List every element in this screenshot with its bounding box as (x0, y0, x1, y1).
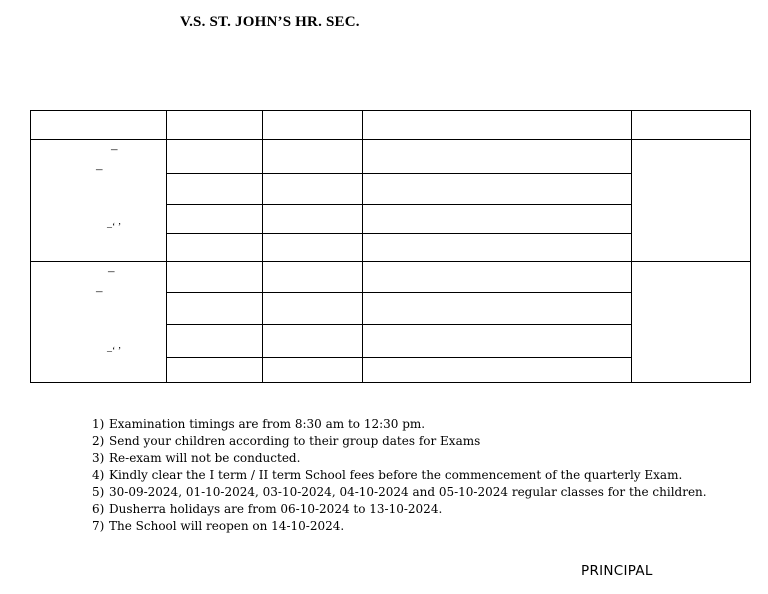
instruction-item (92, 433, 742, 450)
col-divider (262, 111, 263, 382)
group-mark-dash: – (108, 263, 115, 278)
instruction-item (92, 450, 742, 467)
instruction-item (92, 501, 742, 518)
row-divider (166, 324, 632, 325)
col-divider (362, 111, 363, 382)
instruction-item (92, 416, 742, 433)
instruction-number: 4) (92, 468, 105, 482)
col-divider (631, 111, 632, 382)
principal-signature-label: PRINCIPAL (581, 563, 653, 579)
instruction-number: 6) (92, 502, 105, 516)
header-divider (31, 139, 750, 140)
instruction-item (92, 467, 742, 484)
instruction-number: 1) (92, 417, 105, 431)
group-mark-dash: – (96, 283, 103, 298)
row-divider (166, 204, 632, 205)
instruction-text: Re-exam will not be conducted. (109, 451, 301, 465)
group-mark-quote: –‘ ’ (107, 222, 122, 233)
exam-schedule-table (30, 110, 751, 383)
instruction-item (92, 518, 742, 535)
instruction-number: 5) (92, 485, 105, 499)
row-divider (166, 292, 632, 293)
col-divider (166, 111, 167, 382)
instruction-text: 30-09-2024, 01-10-2024, 03-10-2024, 04-10-2024 and 05-10-2024 regular classes for the children. (109, 485, 707, 499)
row-divider (166, 357, 632, 358)
row-divider (166, 173, 632, 174)
group-mark-quote: –‘ ’ (107, 346, 122, 357)
instruction-text: Examination timings are from 8:30 am to 12:30 pm. (109, 417, 426, 431)
group-mark-dash: – (96, 161, 103, 176)
instruction-number: 2) (92, 434, 105, 448)
instruction-text: The School will reopen on 14-10-2024. (109, 519, 345, 533)
row-divider (166, 233, 632, 234)
school-name: V.S. ST. JOHN’S HR. SEC. (180, 14, 360, 30)
exam-instructions-list (92, 416, 742, 535)
instruction-text: Dusherra holidays are from 06-10-2024 to 13-10-2024. (109, 502, 443, 516)
instruction-number: 7) (92, 519, 105, 533)
group-mark-dash: – (111, 141, 118, 156)
instruction-text: Kindly clear the I term / II term School fees before the commencement of the quarterly Exam. (109, 468, 683, 482)
instruction-item (92, 484, 742, 501)
group-divider (31, 261, 750, 262)
instruction-text: Send your children according to their group dates for Exams (109, 434, 481, 448)
instruction-number: 3) (92, 451, 105, 465)
